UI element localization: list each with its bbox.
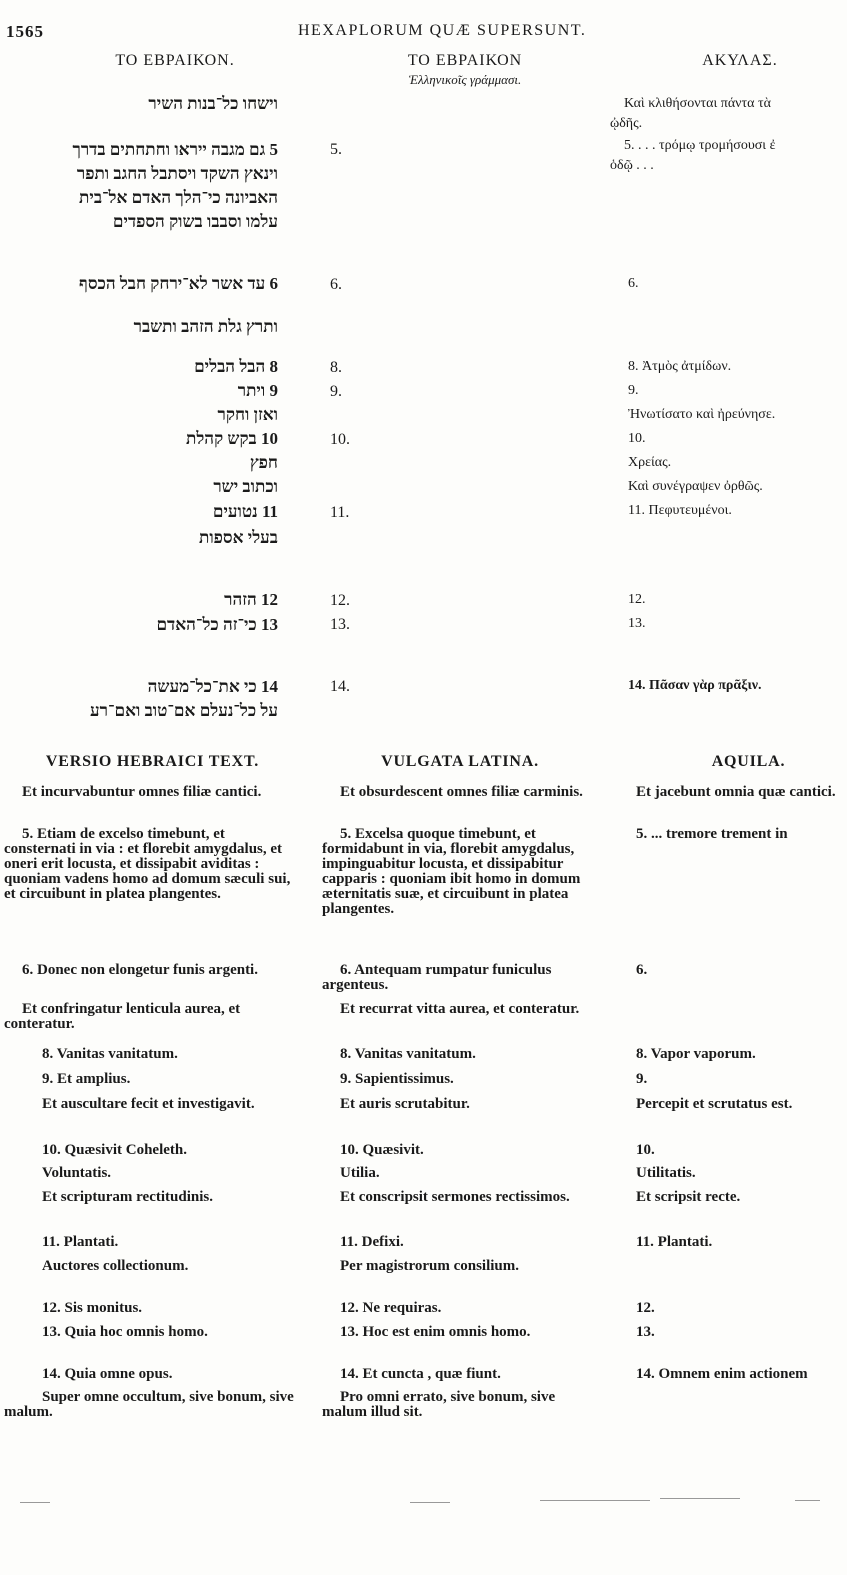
aquila-greek-line: Καὶ κλιθήσονται πάντα τὰ xyxy=(624,96,771,111)
aquila-greek-line: 10. xyxy=(628,431,646,446)
aquila-greek-line: Καὶ συνέγραψεν ὀρθῶς. xyxy=(628,479,763,494)
vulgata-verse: 12. Ne requiras. xyxy=(340,1300,442,1316)
vulgata-verse: Per magistrorum consilium. xyxy=(340,1258,520,1274)
aquila-latin-verse: 8. Vapor vaporum. xyxy=(636,1046,756,1062)
hebrew-line: ותרץ גלת הזהב ותשבר xyxy=(133,317,278,336)
versio-title: VERSIO HEBRAICI TEXT. xyxy=(45,753,260,770)
hebrew-line: ואזן וחקר xyxy=(217,405,278,424)
vulgata-verse: Pro omni errato, sive bonum, sive malum illud sit. xyxy=(322,1389,556,1420)
aquila-latin-verse: 5. ... tremore trement in xyxy=(636,826,788,842)
scan-speck xyxy=(795,1500,820,1501)
aquila-greek-line: 11. Πεφυτευμένοι. xyxy=(628,503,732,518)
versio-verse: Voluntatis. xyxy=(42,1165,112,1181)
aquila-latin-verse: 10. xyxy=(636,1142,655,1158)
hebrew-line: וינאץ השקד ויסתבל החגב ותפר xyxy=(76,164,278,183)
aquila-greek-column xyxy=(610,92,847,732)
hebrew-line: על כל־נעלם אם־טוב ואם־רע xyxy=(90,701,278,720)
hebrew-line: 13 כי־זה כל־האדם xyxy=(156,615,278,634)
vulgata-verse: Et auris scrutabitur. xyxy=(340,1096,470,1112)
aquila-latin-verse: Utilitatis. xyxy=(636,1165,696,1181)
hebrew-line: עלמו וסבבו בשוק הספדים xyxy=(112,212,278,231)
aquila-latin-title: AQUILA. xyxy=(711,753,786,770)
hebrew-line: וישחו כל־בנות השיר xyxy=(148,94,278,113)
versio-verse: Et confringatur lenticula aurea, et conteratur. xyxy=(4,1001,241,1032)
transliteration-verse: 5. xyxy=(330,141,342,158)
aquila-greek-line: 12. xyxy=(628,592,646,607)
hebrew-line: 14 כי את־כל־מעשה xyxy=(147,677,278,696)
transliteration-verse: 10. xyxy=(330,431,350,448)
transliteration-verse: 9. xyxy=(330,383,342,400)
col-hebrew-title: ΤΟ ΕΒΡΑΙΚΟΝ. xyxy=(115,52,235,69)
hebrew-line: 8 הבל הבלים xyxy=(194,357,278,376)
vulgata-verse: Et recurrat vitta aurea, et conteratur. xyxy=(340,1001,580,1017)
aquila-greek-line: Χρείας. xyxy=(628,455,672,470)
transliteration-verse: 11. xyxy=(330,504,350,521)
aquila-greek-line: ὁδῷ . . . xyxy=(610,158,654,173)
transliteration-verse: 14. xyxy=(330,678,350,695)
col-transliteration-subtitle: Ἑλληνικοῖς γράμμασι. xyxy=(408,72,522,87)
page-number: 1565 xyxy=(6,22,44,41)
versio-verse: Auctores collectionum. xyxy=(42,1258,189,1274)
aquila-latin-verse: Et jacebunt omnia quæ cantici. xyxy=(636,784,836,800)
aquila-latin-verse: Percepit et scrutatus est. xyxy=(636,1096,793,1112)
vulgata-verse: 5. Excelsa quoque timebunt, et formidabunt in via, florebit amygdalus, impinguabitur locusta, et dissipabitur capparis : quoniam ibit homo in domum æternitatis suæ, et circuibunt in platea plangentes. xyxy=(322,826,581,917)
vulgata-verse: 13. Hoc est enim omnis homo. xyxy=(340,1324,531,1340)
vulgata-verse: 11. Defixi. xyxy=(340,1234,404,1250)
transliteration-verse: 6. xyxy=(330,276,342,293)
aquila-latin-verse: 9. xyxy=(636,1071,648,1087)
versio-verse: 10. Quæsivit Coheleth. xyxy=(42,1142,188,1158)
aquila-greek-line: ᾠδῆς. xyxy=(610,116,643,131)
aquila-latin-verse: 11. Plantati. xyxy=(636,1234,713,1250)
aquila-greek-line: 5. . . . τρόμῳ τρομήσουσι ἐ xyxy=(624,138,776,153)
running-title: HEXAPLORUM QUÆ SUPERSUNT. xyxy=(298,22,587,39)
aquila-latin-verse: 13. xyxy=(636,1324,655,1340)
scan-speck xyxy=(410,1502,450,1503)
aquila-greek-line: 13. xyxy=(628,616,646,631)
hebrew-line: 10 בקש קהלת xyxy=(185,429,278,448)
aquila-greek-line: 6. xyxy=(628,276,639,291)
col-aquila-greek-title: ΑΚΥΛΑΣ. xyxy=(702,52,778,69)
versio-verse: 14. Quia omne opus. xyxy=(42,1366,173,1382)
hebrew-line: 9 ויתר xyxy=(237,381,278,400)
versio-verse: 9. Et amplius. xyxy=(42,1071,131,1087)
hebrew-line: 11 נטועים xyxy=(212,502,278,521)
scan-speck xyxy=(540,1500,650,1501)
aquila-greek-line: Ἠνωτίσατο καὶ ἠρεύνησε. xyxy=(628,407,776,422)
vulgata-verse: 9. Sapientissimus. xyxy=(340,1071,454,1087)
transliteration-verse: 8. xyxy=(330,359,342,376)
vulgata-verse: 14. Et cuncta , quæ fiunt. xyxy=(340,1366,501,1382)
vulgata-title: VULGATA LATINA. xyxy=(381,753,539,770)
aquila-greek-line: 14. Πᾶσαν γὰρ πρᾶξιν. xyxy=(628,678,762,693)
vulgata-verse: Utilia. xyxy=(340,1165,380,1181)
vulgata-verse: 8. Vanitas vanitatum. xyxy=(340,1046,476,1062)
aquila-greek-line: 8. Ἀτμὸς ἀτμίδων. xyxy=(628,359,732,374)
versio-verse: Et auscultare fecit et investigavit. xyxy=(42,1096,255,1112)
aquila-latin-verse: Et scripsit recte. xyxy=(636,1189,741,1205)
scan-speck xyxy=(20,1502,50,1503)
scan-speck xyxy=(660,1498,740,1499)
hebrew-line: 12 הזהר xyxy=(224,590,278,609)
hebrew-line: 5 גם מגבה ייראו וחתחתים בדרך xyxy=(72,140,278,159)
aquila-latin-column xyxy=(606,780,847,1440)
versio-verse: Et incurvabuntur omnes filiæ cantici. xyxy=(22,784,262,800)
aquila-latin-verse: 6. xyxy=(636,962,648,978)
versio-verse: Et scripturam rectitudinis. xyxy=(42,1189,213,1205)
col-transliteration-title: ΤΟ ΕΒΡΑΙΚΟΝ xyxy=(407,52,523,69)
versio-verse: 5. Etiam de excelso timebunt, et consternati in via : et florebit amygdalus, et oneri erit locusta, et dissipabit aviditas : quoniam vadens homo ad domum sæculi sui, et circuibunt in platea plangentes. xyxy=(4,826,291,902)
aquila-latin-verse: 14. Omnem enim actionem xyxy=(636,1366,808,1382)
vulgata-verse: 6. Antequam rumpatur funiculus argenteus. xyxy=(322,962,552,993)
versio-verse: 6. Donec non elongetur funis argenti. xyxy=(22,962,258,978)
vulgata-verse: 10. Quæsivit. xyxy=(340,1142,424,1158)
versio-verse: 11. Plantati. xyxy=(42,1234,119,1250)
versio-verse: Super omne occultum, sive bonum, sive malum. xyxy=(4,1389,294,1420)
vulgata-verse: Et conscripsit sermones rectissimos. xyxy=(340,1189,570,1205)
hebrew-line: בעלי אספות xyxy=(198,528,278,547)
transliteration-verse: 12. xyxy=(330,592,350,609)
aquila-latin-verse: 12. xyxy=(636,1300,655,1316)
hebrew-line: האביונה כי־הלך האדם אל־בית xyxy=(79,188,278,207)
hebrew-line: 6 עד אשר לא־ירחק חבל הכסף xyxy=(79,274,278,293)
aquila-greek-line: 9. xyxy=(628,383,639,398)
versio-verse: 13. Quia hoc omnis homo. xyxy=(42,1324,208,1340)
vulgata-verse: Et obsurdescent omnes filiæ carminis. xyxy=(340,784,583,800)
versio-verse: 8. Vanitas vanitatum. xyxy=(42,1046,178,1062)
hebrew-line: חפץ xyxy=(249,453,278,472)
transliteration-verse: 13. xyxy=(330,616,350,633)
versio-verse: 12. Sis monitus. xyxy=(42,1300,143,1316)
hebrew-line: וכתוב ישר xyxy=(213,477,278,496)
